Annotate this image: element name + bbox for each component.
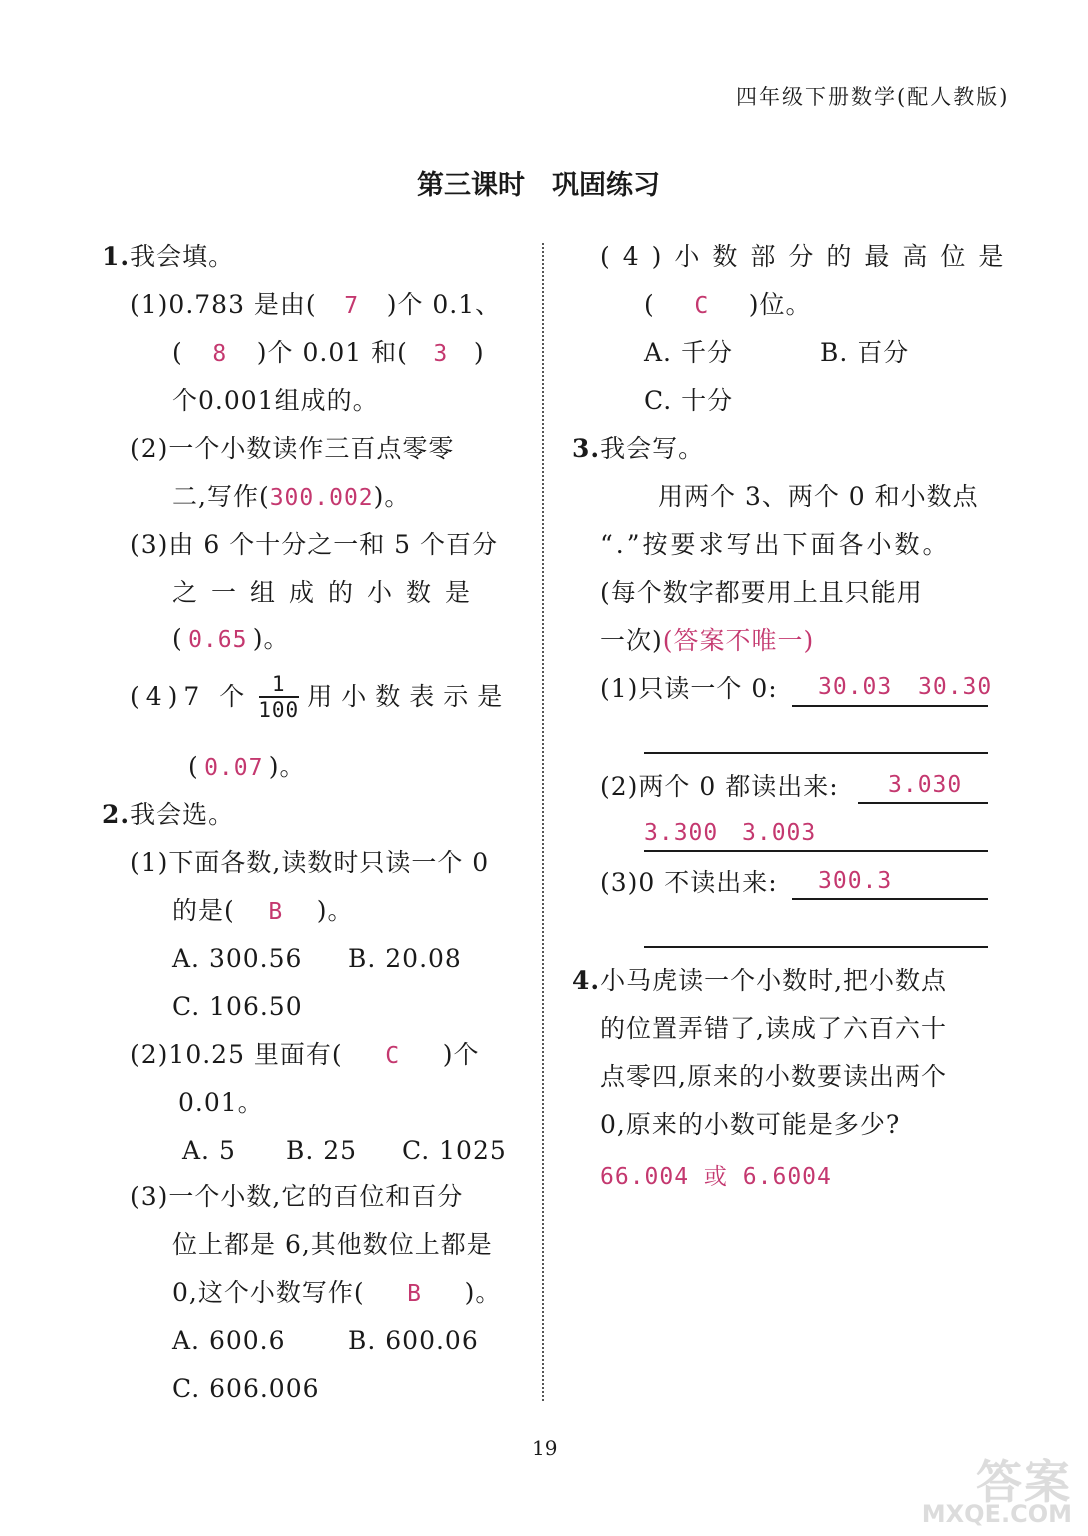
q2-part3-line3: 0,这个小数写作( B )。 xyxy=(172,1276,501,1311)
answer-line xyxy=(792,705,988,707)
answer-line xyxy=(644,850,988,852)
fraction-1-over-100: $\frac{1}{100}$ xyxy=(258,672,300,722)
q3-part2-label: (2)两个 0 都读出来: xyxy=(600,772,839,801)
q1-part3-line2: 之一组成的小数是 xyxy=(172,578,485,607)
q2-part2-option-c: C. 1025 xyxy=(402,1136,507,1165)
q3-intro-line1: 用两个 3、两个 0 和小数点 xyxy=(658,482,979,511)
answer-q1-1c: 3 xyxy=(433,341,449,367)
note-answer-not-unique: (答案不唯一) xyxy=(662,626,815,655)
q4-line2: 的位置弄错了,读成了六百六十 xyxy=(600,1014,947,1043)
answer-q1-1b: 8 xyxy=(212,341,228,367)
q2-part1-option-b: B. 20.08 xyxy=(348,944,462,973)
q2-part1-option-c: C. 106.50 xyxy=(172,992,303,1021)
q4-line4: 0,原来的小数可能是多少? xyxy=(600,1110,901,1139)
q2-part4-line1: (4)小数部分的最高位是 xyxy=(600,242,1017,271)
watermark-logo xyxy=(912,1444,1080,1532)
page-number: 19 xyxy=(532,1436,558,1460)
q1-part1-line3: 个0.001组成的。 xyxy=(172,386,379,415)
q1-part1-line1: (1)0.783 是由( 7 )个 0.1、 xyxy=(130,288,501,323)
answer-q2-2: C xyxy=(385,1043,401,1069)
book-title: 四年级下册数学(配人教版) xyxy=(736,85,1010,109)
answer-q2-4: C xyxy=(694,293,710,319)
q2-heading: 2.我会选。 xyxy=(102,800,235,829)
q1-heading: 1.我会填。 xyxy=(102,242,235,271)
answer-q2-3: B xyxy=(407,1281,423,1307)
lesson-title: 第三课时 巩固练习 xyxy=(417,170,660,201)
q2-part2-option-b: B. 25 xyxy=(286,1136,358,1165)
column-divider xyxy=(542,243,544,1401)
answer-q1-3: 0.65 xyxy=(188,627,248,653)
q2-part4-option-a: A. 千分 xyxy=(644,338,733,367)
q2-part3-option-b: B. 600.06 xyxy=(348,1326,479,1355)
q2-part3-option-a: A. 600.6 xyxy=(172,1326,286,1355)
q1-part4-line2: ( 0.07 )。 xyxy=(188,750,306,785)
answer-line xyxy=(792,898,988,900)
q3-intro-line2: “.”按要求写出下面各小数。 xyxy=(600,530,951,559)
q1-part4-line1: (4)7 个 $\frac{1}{100}$ 用小数表示是 xyxy=(130,672,512,722)
q2-part1-line1: (1)下面各数,读数时只读一个 0 xyxy=(130,848,490,877)
q3-intro-line4: 一次)(答案不唯一) xyxy=(600,626,815,655)
q2-part4-line2: ( C )位。 xyxy=(644,288,812,323)
answer-line xyxy=(644,752,988,754)
q3-part1-label: (1)只读一个 0: xyxy=(600,674,778,703)
q1-part1-line2: ( 8 )个 0.01 和( 3 ) xyxy=(172,336,485,371)
answer-q3-1a: 30.03 xyxy=(818,674,893,700)
q3-part3-label: (3)0 不读出来: xyxy=(600,868,778,897)
q4-line1: 4.小马虎读一个小数时,把小数点 xyxy=(572,966,948,995)
q2-part3-line2: 位上都是 6,其他数位上都是 xyxy=(172,1230,493,1259)
answer-q3-3: 300.3 xyxy=(818,868,893,894)
q2-part2-option-a: A. 5 xyxy=(182,1136,236,1165)
answer-q1-2: 300.002 xyxy=(269,485,374,511)
answer-q3-1b: 30.30 xyxy=(918,674,993,700)
q2-part2-line1: (2)10.25 里面有( C )个 xyxy=(130,1038,479,1073)
answer-line xyxy=(644,946,988,948)
answer-q1-1a: 7 xyxy=(344,293,360,319)
answer-q3-2b: 3.300 xyxy=(644,820,719,846)
q1-part2-line2: 二,写作(300.002)。 xyxy=(172,482,411,511)
watermark-text-url: MXQE.COM xyxy=(921,1500,1072,1528)
answer-q3-2a: 3.030 xyxy=(888,772,963,798)
q2-part4-option-b: B. 百分 xyxy=(820,338,910,367)
q3-heading: 3.我会写。 xyxy=(572,434,705,463)
q2-part3-option-c: C. 606.006 xyxy=(172,1374,320,1403)
q1-part3-line3: ( 0.65 )。 xyxy=(172,622,290,657)
q4-line3: 点零四,原来的小数要读出两个 xyxy=(600,1062,947,1091)
q2-part1-line2: 的是( B )。 xyxy=(172,894,354,929)
answer-line xyxy=(858,802,988,804)
q2-part2-line2: 0.01。 xyxy=(178,1088,264,1117)
q1-part2-line1: (2)一个小数读作三百点零零 xyxy=(130,434,455,463)
q2-part3-line1: (3)一个小数,它的百位和百分 xyxy=(130,1182,464,1211)
q1-part3-line1: (3)由 6 个十分之一和 5 个百分 xyxy=(130,530,499,559)
answer-q4: 66.004 或 6.6004 xyxy=(600,1164,832,1190)
q2-part4-option-c: C. 十分 xyxy=(644,386,734,415)
watermark-text-cn: 答案 xyxy=(976,1455,1072,1509)
answer-q3-2c: 3.003 xyxy=(742,820,817,846)
answer-q2-1: B xyxy=(268,899,284,925)
answer-q1-4: 0.07 xyxy=(204,755,264,781)
q2-part1-option-a: A. 300.56 xyxy=(172,944,303,973)
q3-intro-line3: (每个数字都要用上且只能用 xyxy=(600,578,923,607)
